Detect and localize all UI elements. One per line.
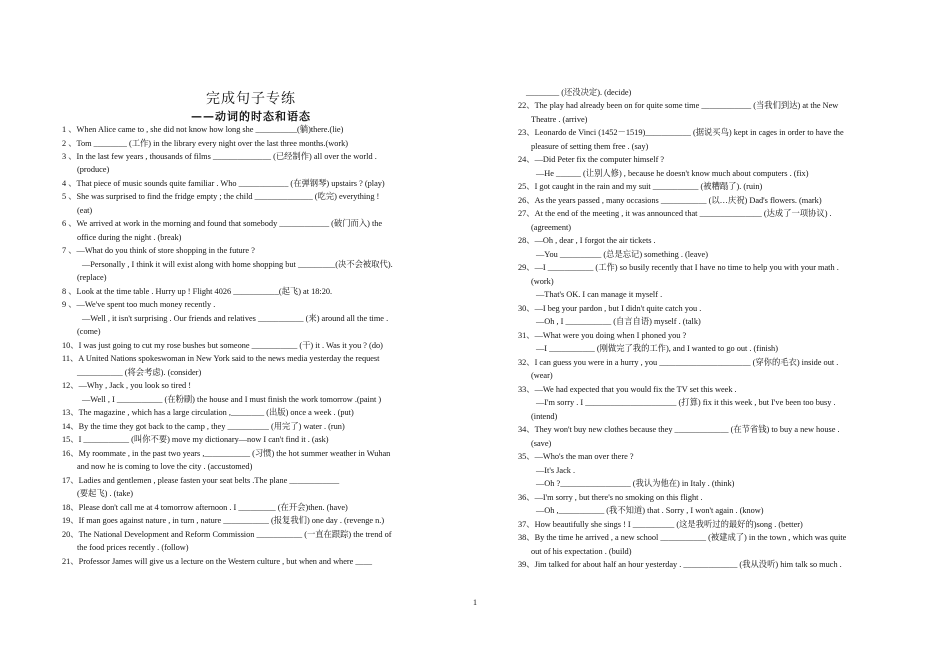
question-line: —I ___________ (刚做完了我的工作), and I wanted to go out . (finish)	[536, 344, 778, 353]
question-line: and now he is coming to love the city . (accustomed)	[77, 462, 253, 471]
question-line: 9 、—We've spent too much money recently .	[62, 300, 216, 309]
question-line: —I'm sorry . I ______________________ (打算) fix it this week , but I've been too busy .	[536, 398, 836, 407]
question-line: 11、A United Nations spokeswoman in New York said to the news media yesterday the request	[62, 354, 380, 363]
question-line: —Well , it isn't surprising . Our friends and relatives ___________ (来) around all the time .	[82, 314, 389, 323]
question-line: (work)	[531, 277, 554, 286]
question-line: (intend)	[531, 412, 558, 421]
question-line: 33、—We had expected that you would fix the TV set this week .	[518, 385, 737, 394]
question-line: 37、How beautifully she sings ! I __________ (这是我听过的最好的)song . (better)	[518, 520, 803, 529]
question-line: 30、—I beg your pardon , but I didn't quite catch you .	[518, 304, 702, 313]
question-line: ________ (还没决定). (decide)	[526, 88, 632, 97]
question-line: (wear)	[531, 371, 553, 380]
question-line: ___________ (将会考虑). (consider)	[77, 368, 202, 377]
question-line: 28、—Oh , dear , I forgot the air tickets .	[518, 236, 656, 245]
question-line: 22、The play had already been on for quite some time ____________ (当我们到达) at the New	[518, 101, 839, 110]
question-line: 34、They won't buy new clothes because they _____________ (在节省钱) to buy a new house .	[518, 425, 840, 434]
question-line: 25、I got caught in the rain and my suit ___________ (被糟蹋了). (ruin)	[518, 182, 763, 191]
question-line: 32、I can guess you were in a hurry , you ______________________ (穿你的毛衣) inside out .	[518, 358, 839, 367]
question-line: office during the night . (break)	[77, 233, 182, 242]
question-line: 2 、Tom ________ (工作) in the library every night over the last three months.(work)	[62, 139, 349, 148]
question-line: 31、—What were you doing when I phoned you ?	[518, 331, 687, 340]
question-line: 39、Jim talked for about half an hour yesterday . _____________ (我从没听) him talk so much .	[518, 560, 842, 569]
question-line: 24、—Did Peter fix the computer himself ?	[518, 155, 665, 164]
question-line: (come)	[77, 327, 101, 336]
question-line: —You __________ (总是忘记) something . (leave)	[536, 250, 708, 259]
question-line: pleasure of setting them free . (say)	[531, 142, 649, 151]
question-line: out of his expectation . (build)	[531, 547, 632, 556]
question-line: 38、By the time he arrived , a new school ___________ (被建成了) in the town , which was quite	[518, 533, 847, 542]
question-line: (produce)	[77, 165, 110, 174]
question-line: 7 、—What do you think of store shopping in the future ?	[62, 246, 255, 255]
question-line: 23、Leonardo de Vinci (1452－1519)___________ (据说买鸟) kept in cages in order to have the	[518, 128, 844, 137]
question-line: 29、—I ___________ (工作) so busily recently that I have no time to help you with your math .	[518, 263, 839, 272]
question-line: —Oh , I ___________ (自言自语) myself . (talk)	[536, 317, 701, 326]
question-line: 5 、She was surprised to find the fridge empty ; the child ______________ (吃完) everything !	[62, 192, 380, 201]
question-line: the food prices recently . (follow)	[77, 543, 189, 552]
question-line: 4 、That piece of music sounds quite familiar . Who ____________ (在弹钢琴) upstairs ? (play)	[62, 179, 385, 188]
question-line: —Well , I ___________ (在粉刷) the house and I must finish the work tomorrow .(paint )	[82, 395, 382, 404]
question-line: —That's OK. I can manage it myself .	[536, 290, 663, 299]
question-line: —Oh ?_________________ (我认为他在) in Italy . (think)	[536, 479, 735, 488]
page-number: 1	[473, 598, 477, 607]
question-line: 3 、In the last few years , thousands of films ______________ (已经制作) all over the world .	[62, 152, 377, 161]
page-title: 完成句子专练	[206, 91, 296, 107]
question-line: (agreement)	[531, 223, 572, 232]
question-line: 6 、We arrived at work in the morning and found that somebody ____________ (破门而入) the	[62, 219, 383, 228]
question-line: (replace)	[77, 273, 107, 282]
question-line: 1 、When Alice came to , she did not know how long she __________(躺)there.(lie)	[62, 125, 344, 134]
question-line: 15、I ___________ (叫你不要) move my dictionary—now I can't find it . (ask)	[62, 435, 329, 444]
question-line: —It's Jack .	[536, 466, 576, 475]
question-line: 12、—Why , Jack , you look so tired !	[62, 381, 192, 390]
question-line: —Personally , I think it will exist along with home shopping but _________(决不会被取代).	[82, 260, 393, 269]
question-line: Theatre . (arrive)	[531, 115, 588, 124]
question-line: 13、The magazine , which has a large circulation ,________ (出版) once a week . (put)	[62, 408, 354, 417]
question-line: (save)	[531, 439, 552, 448]
question-line: 27、At the end of the meeting , it was announced that _______________ (达成了一项协议) .	[518, 209, 832, 218]
question-line: —Oh ,___________ (我不知道) that . Sorry , I won't again . (know)	[536, 506, 764, 515]
question-line: 17、Ladies and gentlemen , please fasten your seat belts .The plane ____________	[62, 476, 340, 485]
question-line: 35、—Who's the man over there ?	[518, 452, 634, 461]
question-line: 19、If man goes against nature , in turn , nature ___________ (报复我们) one day . (revenge n.)	[62, 516, 385, 525]
question-line: 21、Professor James will give us a lecture on the Western culture , but when and where ____	[62, 557, 373, 566]
question-line: 36、—I'm sorry , but there's no smoking on this flight .	[518, 493, 703, 502]
question-line: (eat)	[77, 206, 93, 215]
question-line: —He ______ (让别人修) , because he doesn't know much about computers . (fix)	[536, 169, 809, 178]
question-line: 16、My roommate , in the past two years ,___________ (习惯) the hot summer weather in Wuhan	[62, 449, 391, 458]
question-line: 14、By the time they got back to the camp , they __________ (用完了) water . (run)	[62, 422, 345, 431]
question-line: 20、The National Development and Reform Commission ___________ (一直在跟踪) the trend of	[62, 530, 392, 539]
question-line: 8 、Look at the time table . Hurry up ! Flight 4026 ___________(起飞) at 18:20.	[62, 287, 333, 296]
page-subtitle: ——动词的时态和语态	[191, 110, 311, 123]
question-line: 18、Please don't call me at 4 tomorrow afternoon . I _________ (在开会)then. (have)	[62, 503, 348, 512]
question-line: (要起飞) . (take)	[77, 489, 133, 498]
question-line: 26、As the years passed , many occasions ___________ (以…庆祝) Dad's flowers. (mark)	[518, 196, 822, 205]
question-line: 10、I was just going to cut my rose bushes but someone ___________ (干) it . Was it you ? (do)	[62, 341, 383, 350]
